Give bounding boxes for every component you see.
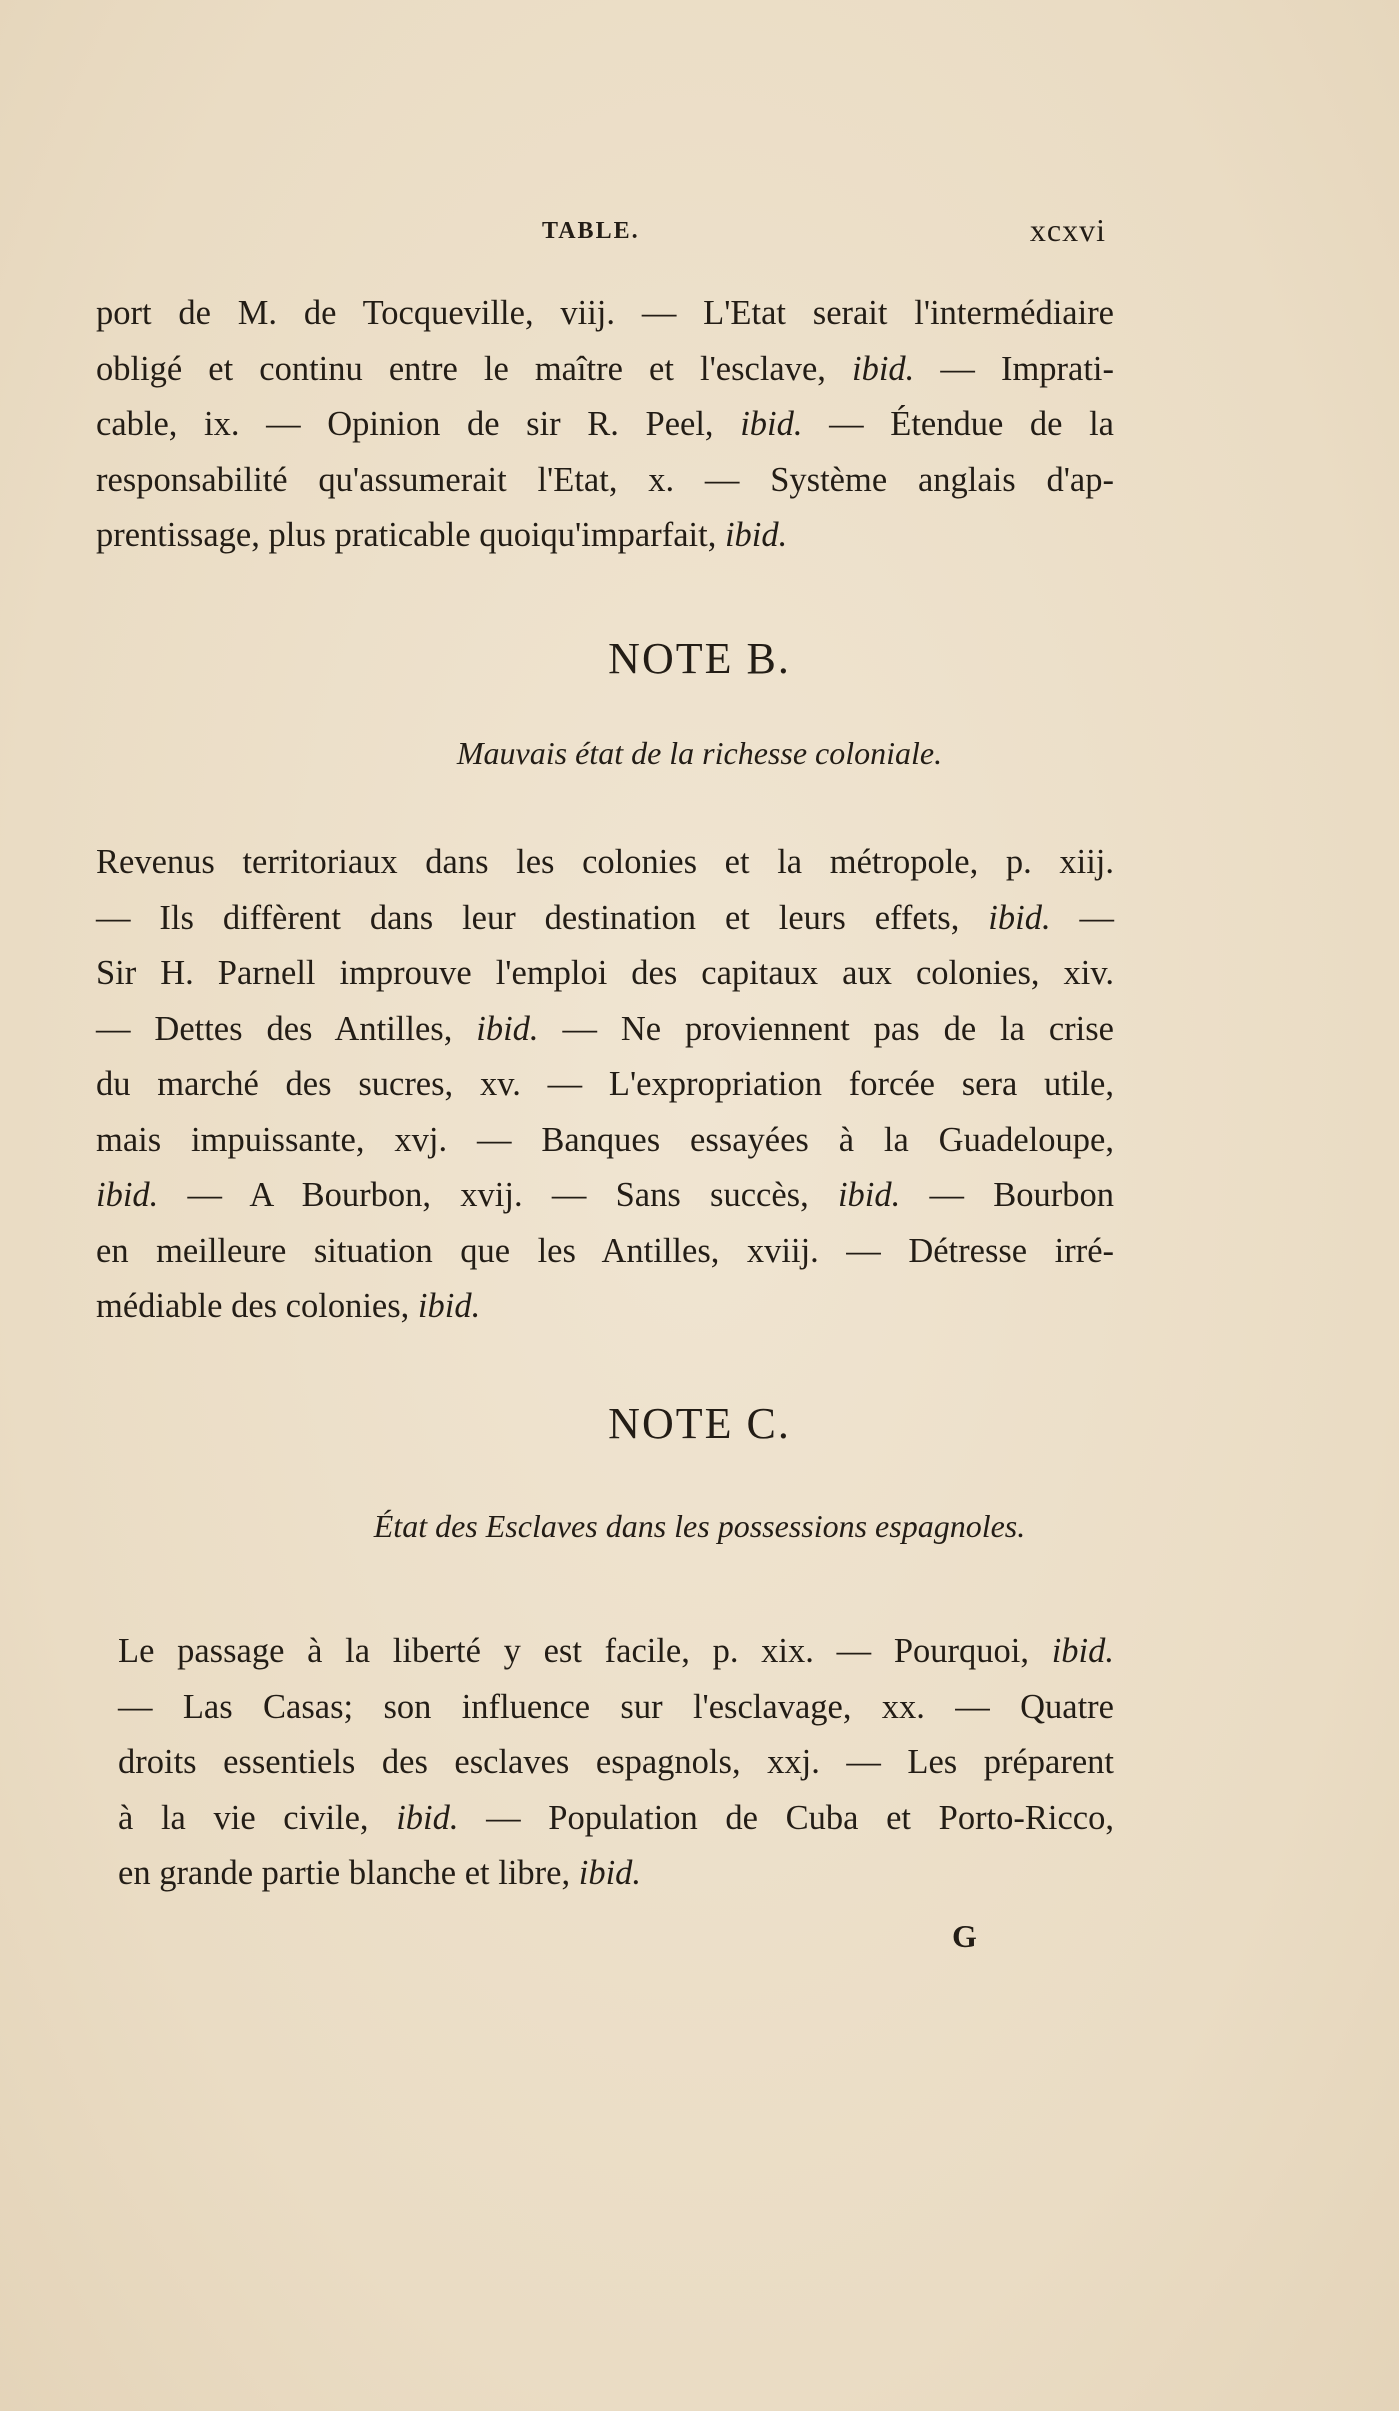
running-head-title: TABLE.	[542, 218, 640, 244]
running-head	[96, 212, 1106, 252]
note-a-continuation	[96, 286, 1114, 564]
note-b-subtitle: Mauvais état de la richesse coloniale.	[456, 735, 943, 771]
text-line: cable, ix. — Opinion de sir R. Peel, ibid. — Étendue de la	[96, 405, 1114, 443]
text-line: prentissage, plus praticable quoiqu'imparfait, ibid.	[96, 516, 788, 554]
text-line: à la vie civile, ibid. — Population de Cuba et Porto-Ricco,	[118, 1798, 1114, 1837]
text-line: en grande partie blanche et libre, ibid.	[118, 1854, 642, 1892]
text-line: du marché des sucres, xv. — L'expropriation forcée sera utile,	[96, 1065, 1114, 1103]
text-line: droits essentiels des esclaves espagnols, xxj. — Les préparent	[118, 1743, 1114, 1781]
note-c-heading: NOTE C.	[608, 1399, 791, 1448]
text-line: médiable des colonies, ibid.	[96, 1287, 481, 1325]
text-line: Sir H. Parnell improuve l'emploi des capitaux aux colonies, xiv.	[96, 954, 1114, 992]
text-line: — Las Casas; son influence sur l'esclavage, xx. — Quatre	[118, 1687, 1114, 1726]
text-line: Revenus territoriaux dans les colonies et la métropole, p. xiij.	[96, 843, 1114, 881]
note-b-body	[96, 835, 1114, 1335]
text-line: mais impuissante, xvj. — Banques essayées à la Guadeloupe,	[96, 1120, 1114, 1159]
text-line: port de M. de Tocqueville, viij. — L'Etat serait l'intermédiaire	[96, 294, 1114, 332]
note-c-body	[118, 1624, 1114, 1902]
text-line: — Ils diffèrent dans leur destination et leurs effets, ibid. —	[96, 898, 1114, 937]
page-number: xcxvi	[1029, 212, 1106, 248]
text-line: — Dettes des Antilles, ibid. — Ne proviennent pas de la crise	[96, 1009, 1114, 1048]
text-line: Le passage à la liberté y est facile, p. xix. — Pourquoi, ibid.	[118, 1632, 1114, 1670]
text-line: en meilleure situation que les Antilles, xviij. — Détresse irré-	[96, 1231, 1114, 1270]
text-line: ibid. — A Bourbon, xvij. — Sans succès, ibid. — Bourbon	[96, 1176, 1115, 1214]
note-c-subtitle: État des Esclaves dans les possessions espagnoles.	[373, 1508, 1026, 1544]
note-b-heading: NOTE B.	[608, 634, 791, 683]
text-line: responsabilité qu'assumerait l'Etat, x. — Système anglais d'ap-	[96, 460, 1114, 499]
signature-mark: G	[952, 1918, 977, 1954]
text-line: obligé et continu entre le maître et l'esclave, ibid. — Imprati-	[96, 349, 1114, 388]
